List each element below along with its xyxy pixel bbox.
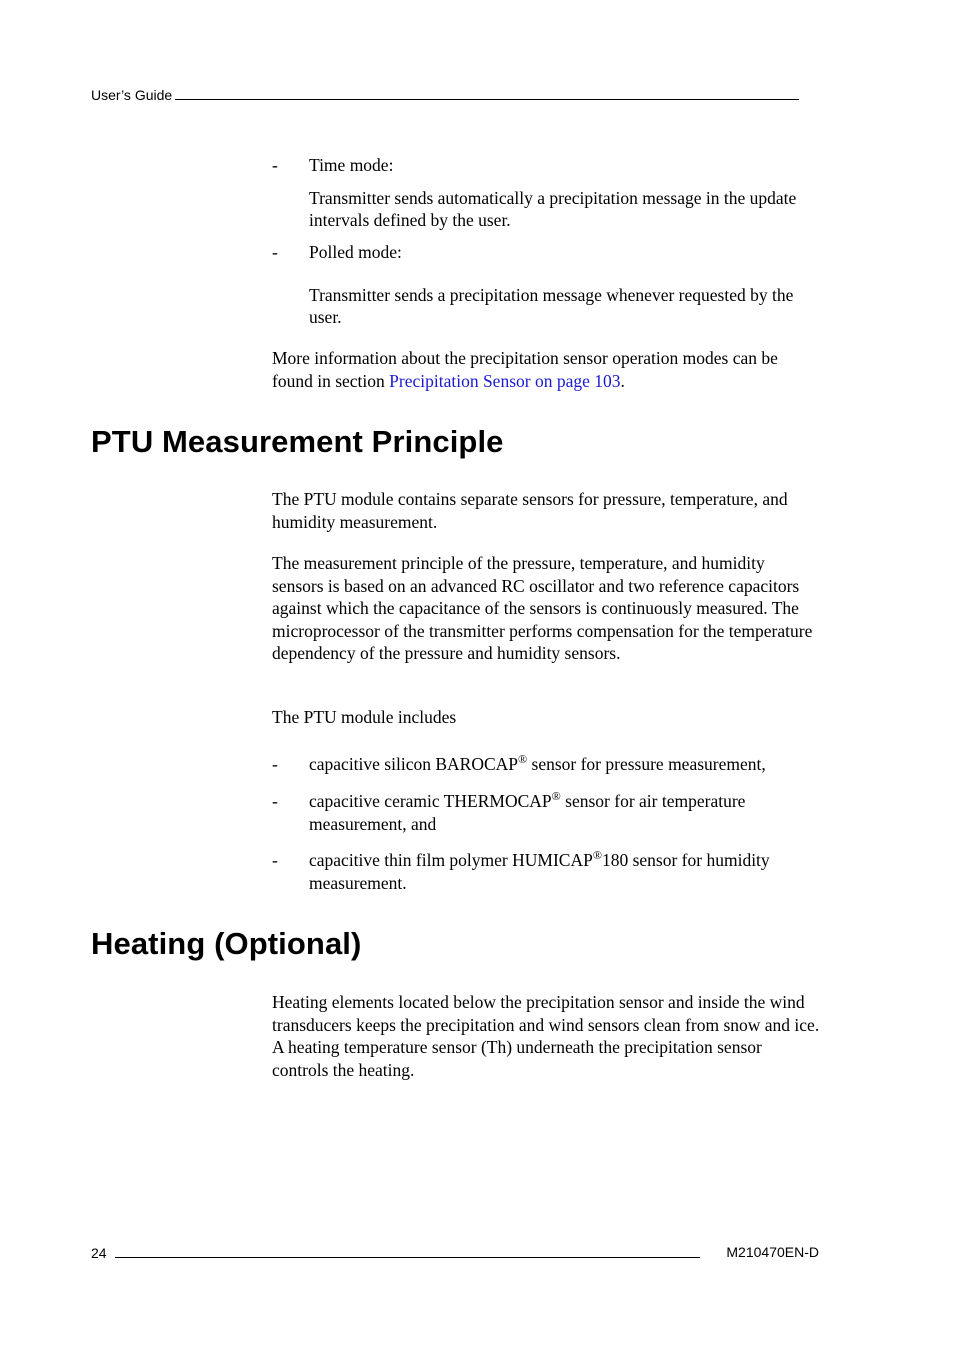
more-info-end: . <box>620 370 625 391</box>
ptu-paragraph-3: The PTU module includes <box>272 707 457 727</box>
mode-label: Time mode: <box>309 155 394 175</box>
list-dash: - <box>272 791 278 811</box>
more-info-paragraph <box>272 347 820 392</box>
mode-description: Transmitter sends automatically a precipitation message in the update intervals defined by the user. <box>309 187 797 230</box>
ptu-paragraph-1: The PTU module contains separate sensors for pressure, temperature, and humidity measurement. <box>272 489 788 532</box>
header-rule <box>175 86 799 100</box>
page-footer <box>91 1244 819 1261</box>
precipitation-sensor-link[interactable]: Precipitation Sensor on page 103 <box>389 370 621 391</box>
registered-mark: ® <box>592 848 602 862</box>
ptu-list-item-humicap <box>272 849 820 894</box>
list-dash: - <box>272 242 278 262</box>
page-header <box>91 86 799 103</box>
registered-mark: ® <box>518 752 528 766</box>
section-heading-heating: Heating (Optional) <box>91 926 362 961</box>
more-info-text: More information about the precipitation sensor operation modes can be found in section <box>272 348 778 391</box>
item-text: capacitive silicon BAROCAP <box>309 754 519 774</box>
item-text-rest: 180 sensor for humidity measurement. <box>309 850 770 893</box>
item-text: capacitive ceramic THERMOCAP <box>309 791 552 811</box>
footer-rule <box>115 1244 700 1258</box>
section-heading-ptu: PTU Measurement Principle <box>91 424 504 459</box>
document-id: M210470EN-D <box>726 1244 819 1260</box>
item-text-rest: sensor for pressure measurement, <box>527 754 766 774</box>
heating-paragraph: Heating elements located below the precipitation sensor and inside the wind transducers keeps the precipitation and wind sensors clean from snow and ice. A heating temperature sensor (Th) underneath the precipitation sensor controls the heating. <box>272 992 820 1080</box>
header-title: User’s Guide <box>91 87 173 103</box>
list-dash: - <box>272 754 278 774</box>
item-text: capacitive thin film polymer HUMICAP <box>309 850 593 870</box>
ptu-list-item-barocap <box>272 753 820 776</box>
list-dash: - <box>272 155 278 175</box>
mode-description: Transmitter sends a precipitation message whenever requested by the user. <box>309 284 794 327</box>
mode-label: Polled mode: <box>309 242 402 262</box>
page-number: 24 <box>91 1245 107 1261</box>
mode-item-polled <box>272 241 820 329</box>
registered-mark: ® <box>551 789 561 803</box>
ptu-paragraph-2: The measurement principle of the pressure, temperature, and humidity sensors is based on an advanced RC oscillator and two reference capacitors against which the capacitance of the sensors is continuously measured. The microprocessor of the transmitter performs compensation for the temperature dependency of the pressure and humidity sensors. <box>272 553 813 663</box>
item-text-rest: sensor for air temperature measurement, and <box>309 791 746 834</box>
mode-item-time <box>272 154 820 232</box>
ptu-list-item-thermocap <box>272 790 820 835</box>
list-dash: - <box>272 850 278 870</box>
